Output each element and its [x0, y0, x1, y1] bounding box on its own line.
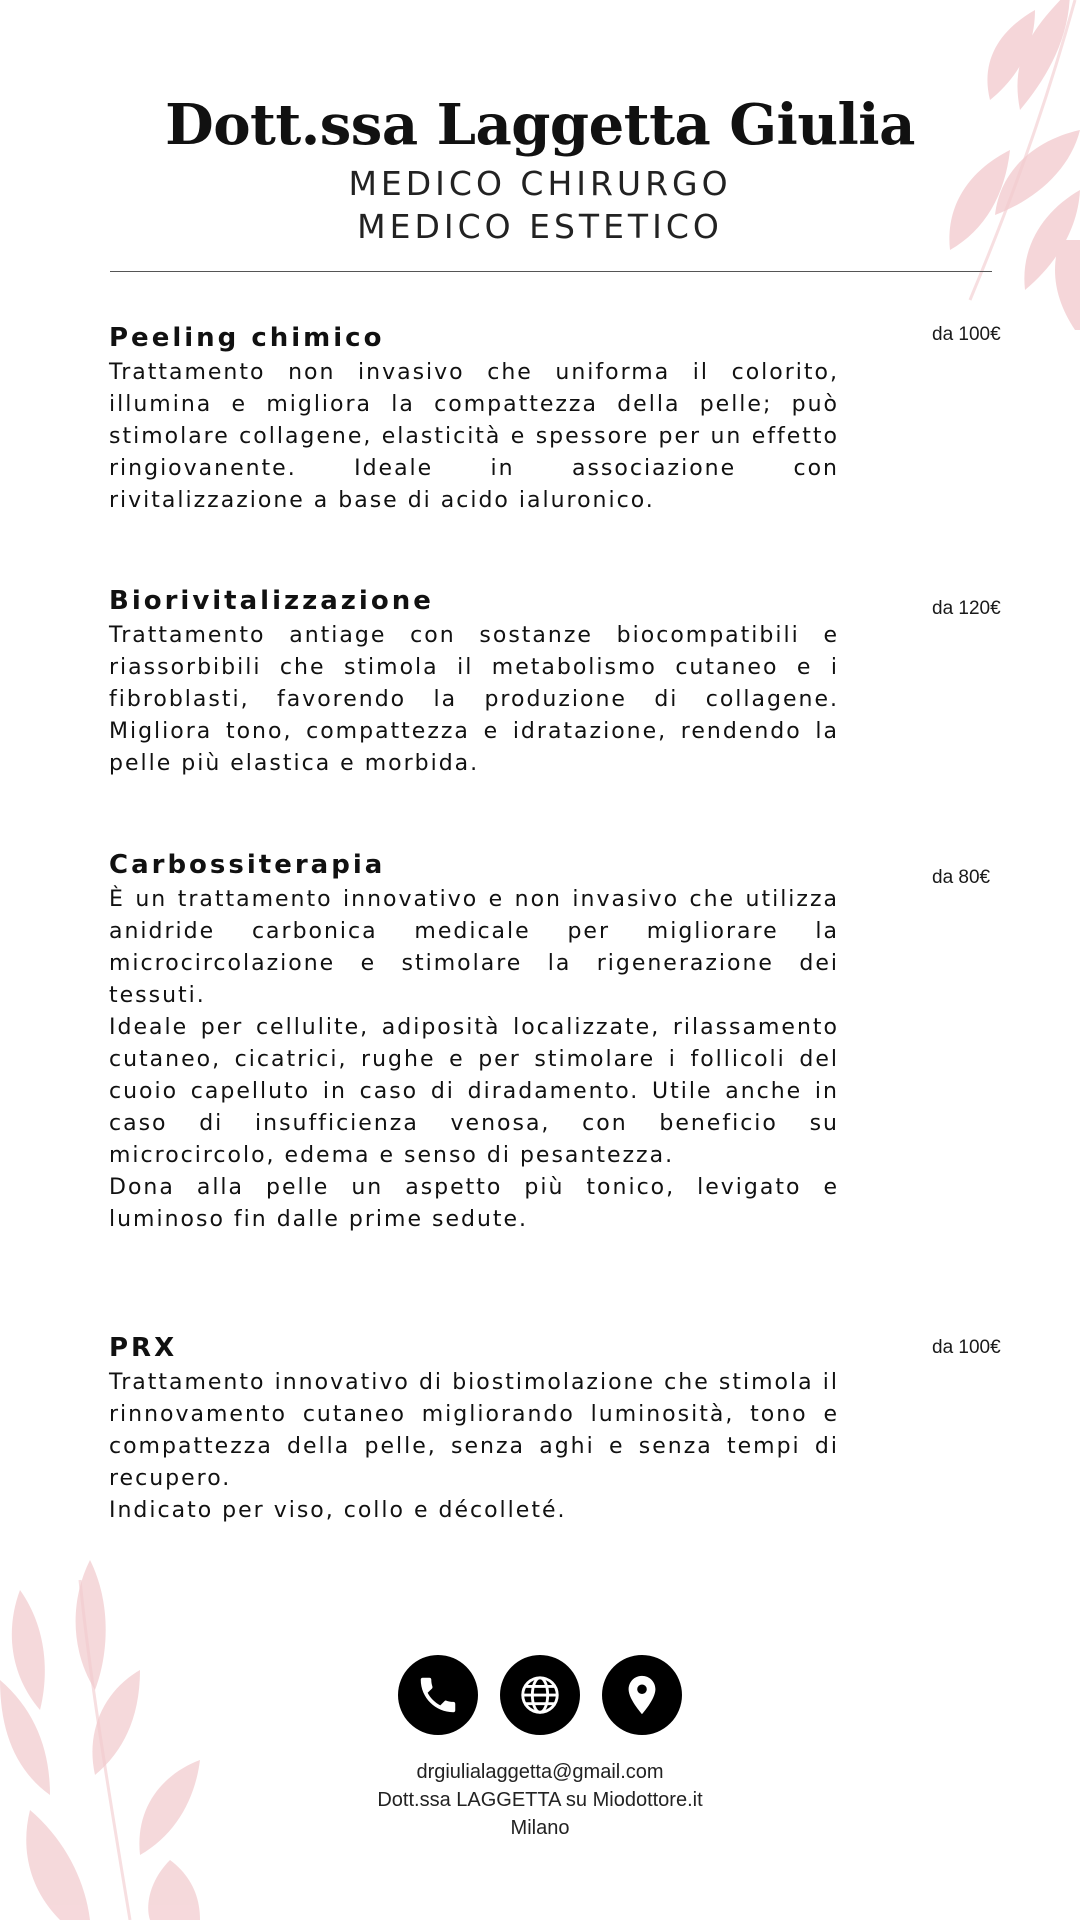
treatment-prx — [109, 1331, 839, 1527]
treatment-paragraph: Trattamento innovativo di biostimolazione che stimola il rinnovamento cutaneo migliorando luminosità, tono e compattezza della pelle, senza aghi e senza tempi di recupero. — [109, 1370, 839, 1491]
subtitle-line-2: MEDICO ESTETICO — [357, 207, 723, 246]
treatment-paragraph: Dona alla pelle un aspetto più tonico, levigato e luminoso fin dalle prime sedute. — [109, 1175, 839, 1232]
price-biorivitalizzazione: da 120€ — [932, 598, 1001, 619]
treatment-name: Carbossiterapia — [109, 850, 386, 880]
price-prx: da 100€ — [932, 1337, 1001, 1358]
header-divider — [110, 271, 992, 272]
floral-decoration-bottom — [0, 1560, 230, 1920]
miodottore-link[interactable]: Dott.ssa LAGGETTA su Miodottore.it — [377, 1789, 703, 1811]
city-text: Milano — [510, 1817, 570, 1839]
header — [0, 88, 1080, 248]
contact-icons — [0, 1655, 1080, 1735]
location-pin-icon[interactable] — [602, 1655, 682, 1735]
price-carbossiterapia: da 80€ — [932, 867, 991, 888]
treatment-peeling-chimico — [109, 321, 839, 517]
globe-icon[interactable] — [500, 1655, 580, 1735]
treatment-paragraph: Trattamento antiage con sostanze biocompatibili e riassorbibili che stimola il metabolismo cutaneo e i fibroblasti, favorendo la produzione di collagene. Migliora tono, compattezza e idratazione, rendendo la pelle più elastica e morbida. — [109, 623, 839, 776]
phone-icon[interactable] — [398, 1655, 478, 1735]
subtitle-line-1: MEDICO CHIRURGO — [348, 164, 732, 203]
treatment-description — [109, 620, 839, 780]
treatment-name: Biorivitalizzazione — [109, 586, 434, 616]
treatment-name: Peeling chimico — [109, 323, 385, 353]
email-link[interactable]: drgiulialaggetta@gmail.com — [416, 1761, 664, 1783]
contact-info — [0, 1758, 1080, 1842]
treatment-paragraph: Ideale per cellulite, adiposità localizzate, rilassamento cutaneo, cicatrici, rughe e per stimolare i follicoli del cuoio capelluto in caso di diradamento. Utile anche in caso di insufficienza venosa, con beneficio su microcircolo, edema e senso di pesantezza. — [109, 1015, 839, 1168]
treatment-name: PRX — [109, 1333, 178, 1363]
treatment-description — [109, 884, 839, 1236]
treatment-description — [109, 1367, 839, 1527]
price-peeling-chimico: da 100€ — [932, 324, 1001, 345]
treatment-biorivitalizzazione — [109, 584, 839, 780]
doctor-name: Dott.ssa Laggetta Giulia — [165, 92, 915, 158]
treatment-paragraph: Indicato per viso, collo e décolleté. — [109, 1498, 567, 1523]
treatment-description — [109, 357, 839, 517]
treatment-paragraph: È un trattamento innovativo e non invasivo che utilizza anidride carbonica medicale per migliorare la microcircolazione e stimolare la rigenerazione dei tessuti. — [109, 887, 839, 1008]
treatment-carbossiterapia — [109, 848, 839, 1236]
treatment-paragraph: Trattamento non invasivo che uniforma il colorito, illumina e migliora la compattezza della pelle; può stimolare collagene, elasticità e spessore per un effetto ringiovanente. Ideale in associazione con rivitalizzazione a base di acido ialuronico. — [109, 360, 839, 513]
